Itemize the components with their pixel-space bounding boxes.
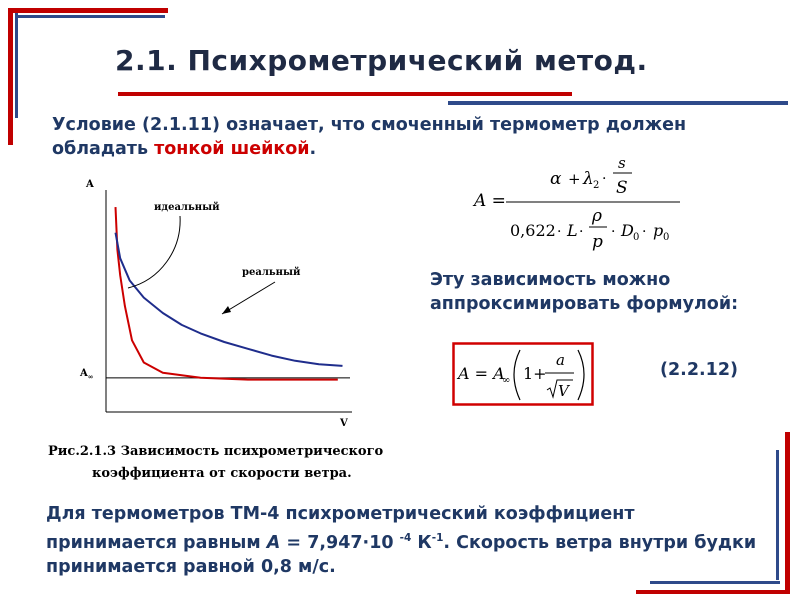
annotation-ideal: идеальный [154, 202, 220, 213]
title-underline-blue [448, 101, 788, 105]
annotation-real-arrowhead [222, 306, 231, 314]
bottom-part1: Для термометров ТМ-4 психрометрический коэффициент принимается равным [46, 504, 635, 553]
formula-psychrometric-coefficient [468, 150, 698, 262]
bottom-part5: . Скорость ветра внутри будки принимается равной [46, 532, 757, 577]
formula1-dot5: · [642, 224, 647, 240]
formula1-plus: + [568, 170, 581, 188]
approximation-text: Эту зависимость можно аппроксимировать формулой: [430, 270, 739, 314]
formula1-D: D [621, 221, 634, 240]
frame-top-red [8, 8, 168, 13]
asymptote-label-sub: ∞ [87, 371, 94, 381]
caption-line2: коэффициента от скорости ветра. [92, 466, 352, 481]
formula1-lhs: A = [474, 191, 506, 211]
formula2-sub: ∞ [502, 375, 511, 386]
formula1-s: s [618, 154, 626, 172]
frame-right-blue [776, 450, 779, 580]
formula1-L: L [567, 221, 578, 240]
frame-left-red [8, 8, 13, 145]
series-line-real [116, 233, 343, 366]
velocity-coefficient-chart [70, 170, 370, 435]
formula1-alpha: α [550, 169, 562, 189]
formula1-dot1: · [602, 171, 607, 187]
bottom-exp2: -1 [431, 532, 444, 544]
series-layer [116, 207, 343, 380]
bottom-exp1: -4 [399, 532, 412, 544]
formula1-D-sub: 0 [633, 232, 640, 243]
formula1-coef: 0,622 [510, 221, 556, 240]
formula1-dot2: · [557, 224, 562, 240]
bottom-value: 0,8 м/с [260, 556, 330, 577]
bottom-dot: · [362, 532, 370, 553]
formula1-dot3: · [579, 224, 584, 240]
formula1-dot4: · [611, 224, 616, 240]
frame-right-red [785, 432, 790, 594]
frame-bottom-blue [650, 581, 780, 584]
series-line-ideal [116, 207, 338, 380]
condition-highlight: тонкой шейкой [154, 139, 310, 159]
slide-title: 2.1. Психрометрический метод. [115, 44, 648, 77]
frame-bottom-red [636, 590, 790, 594]
condition-prefix: Условие (2.1.11) означает, что смоченный термометр должен обладать [52, 115, 687, 159]
figure-caption [48, 441, 408, 485]
formula1-lambda: λ [583, 169, 594, 189]
asymptote-label-main: A [80, 367, 88, 379]
equation-number: (2.2.12) [660, 360, 738, 380]
frame-left-blue [15, 8, 18, 118]
formula1-lambda-sub: 2 [593, 180, 600, 191]
annotation-real: реальный [242, 267, 301, 278]
bottom-var: A [266, 532, 281, 553]
caption-line1: Рис.2.1.3 Зависимость психрометрического [48, 444, 384, 459]
bottom-part3: 10 [369, 532, 400, 553]
annotation-ideal-pointer [128, 216, 180, 288]
condition-suffix: . [309, 139, 317, 159]
title-underline-red [118, 92, 572, 96]
formula2-a: a [556, 351, 565, 369]
bottom-text [46, 502, 766, 579]
formula1-rho: ρ [592, 206, 602, 226]
annotation-real-pointer [222, 282, 275, 314]
frame-top-blue [15, 15, 165, 18]
formula2-lhs: A = A [458, 364, 505, 383]
bottom-part2: = 7,947 [280, 532, 363, 553]
formula2-one-plus: 1+ [523, 364, 547, 383]
y-axis-label: A [86, 179, 94, 190]
formula1-S: S [616, 178, 628, 198]
formula1-p: p [592, 232, 603, 252]
x-axis-label: V [340, 418, 348, 429]
formula1-p0: p [653, 221, 664, 240]
bottom-part4: К [411, 532, 432, 553]
formula2-V: V [558, 382, 569, 400]
formula-approximation [452, 342, 594, 406]
bottom-part6: . [329, 556, 336, 577]
asymptote-label [79, 368, 94, 381]
formula1-p0-sub: 0 [663, 232, 670, 243]
